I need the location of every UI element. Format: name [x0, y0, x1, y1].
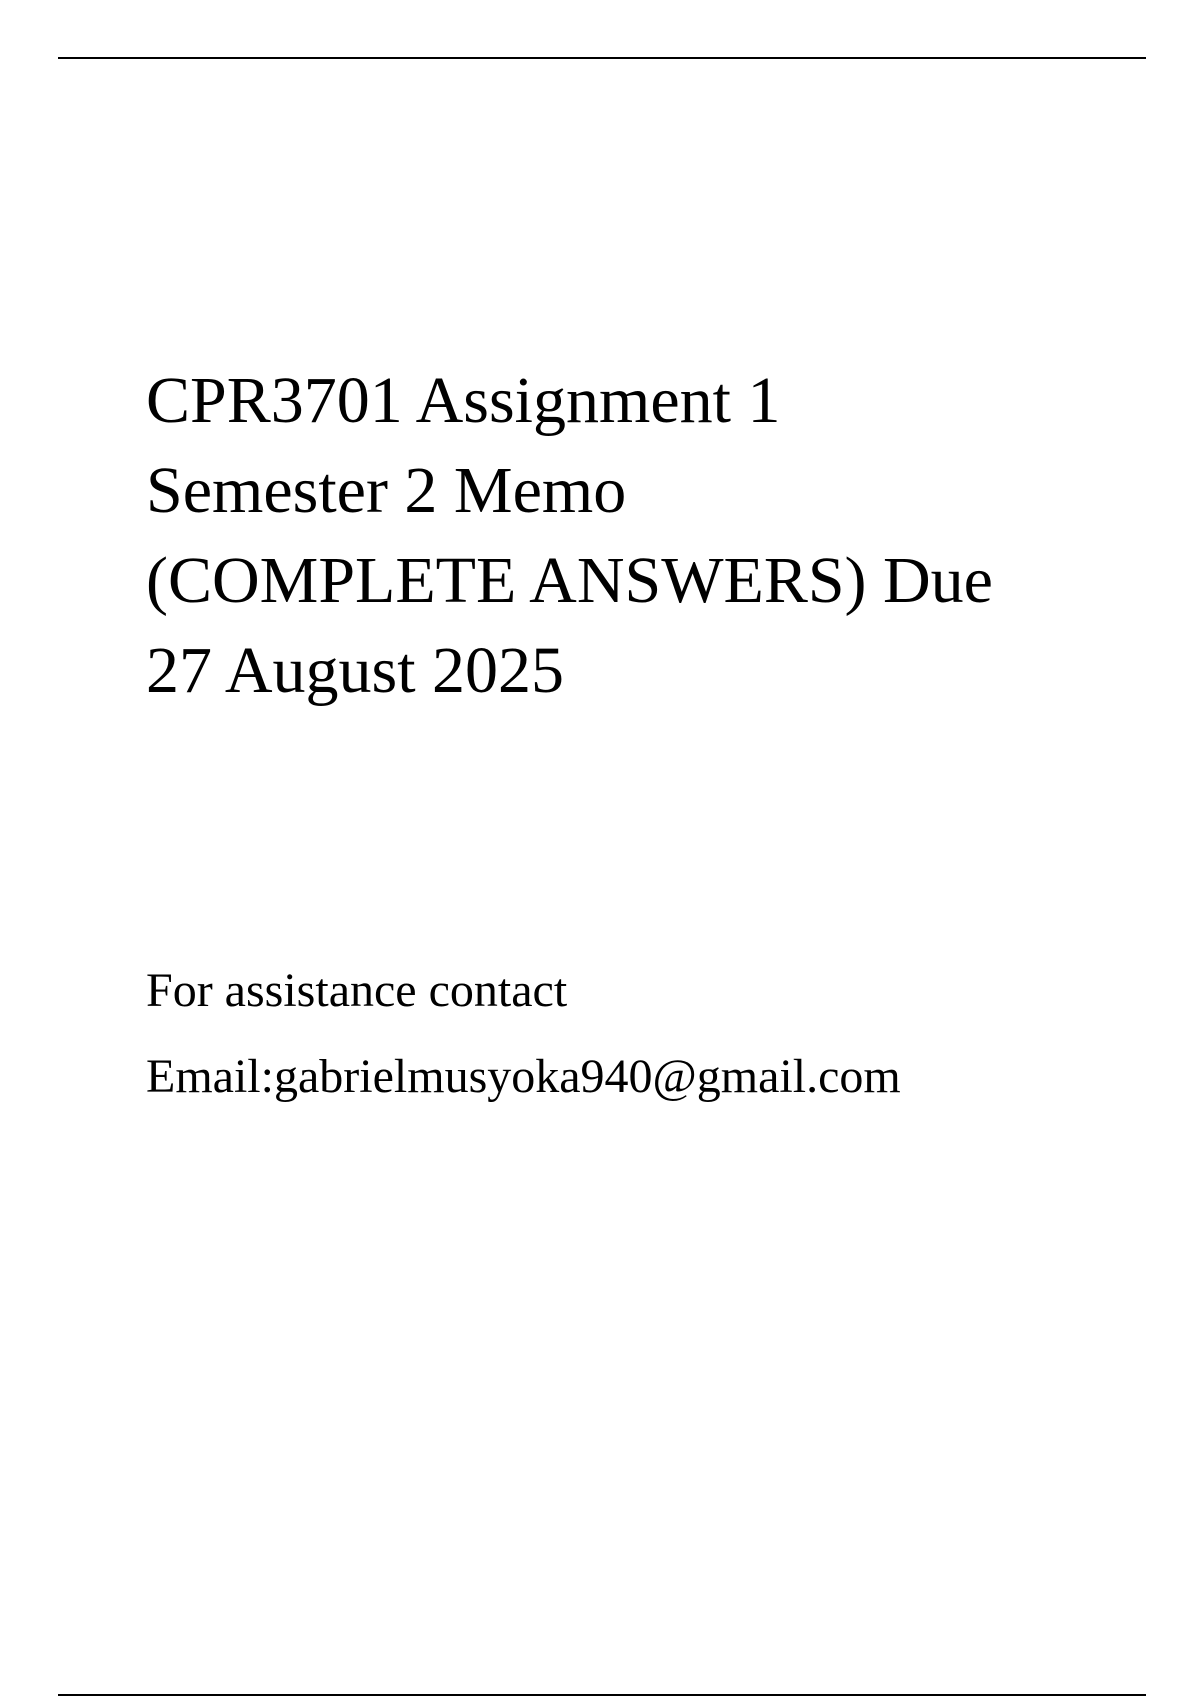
contact-label: For assistance contact — [146, 964, 568, 1017]
document-title — [146, 356, 1146, 716]
top-rule — [58, 57, 1146, 59]
title-line-3: (COMPLETE ANSWERS) Due — [146, 544, 993, 617]
title-line-1: CPR3701 Assignment 1 — [146, 364, 781, 437]
title-line-2: Semester 2 Memo — [146, 454, 627, 527]
title-line-4: 27 August 2025 — [146, 634, 565, 707]
contact-email: Email:gabrielmusyoka940@gmail.com — [146, 1050, 901, 1103]
bottom-rule — [58, 1694, 1146, 1696]
contact-info — [146, 948, 1146, 1120]
